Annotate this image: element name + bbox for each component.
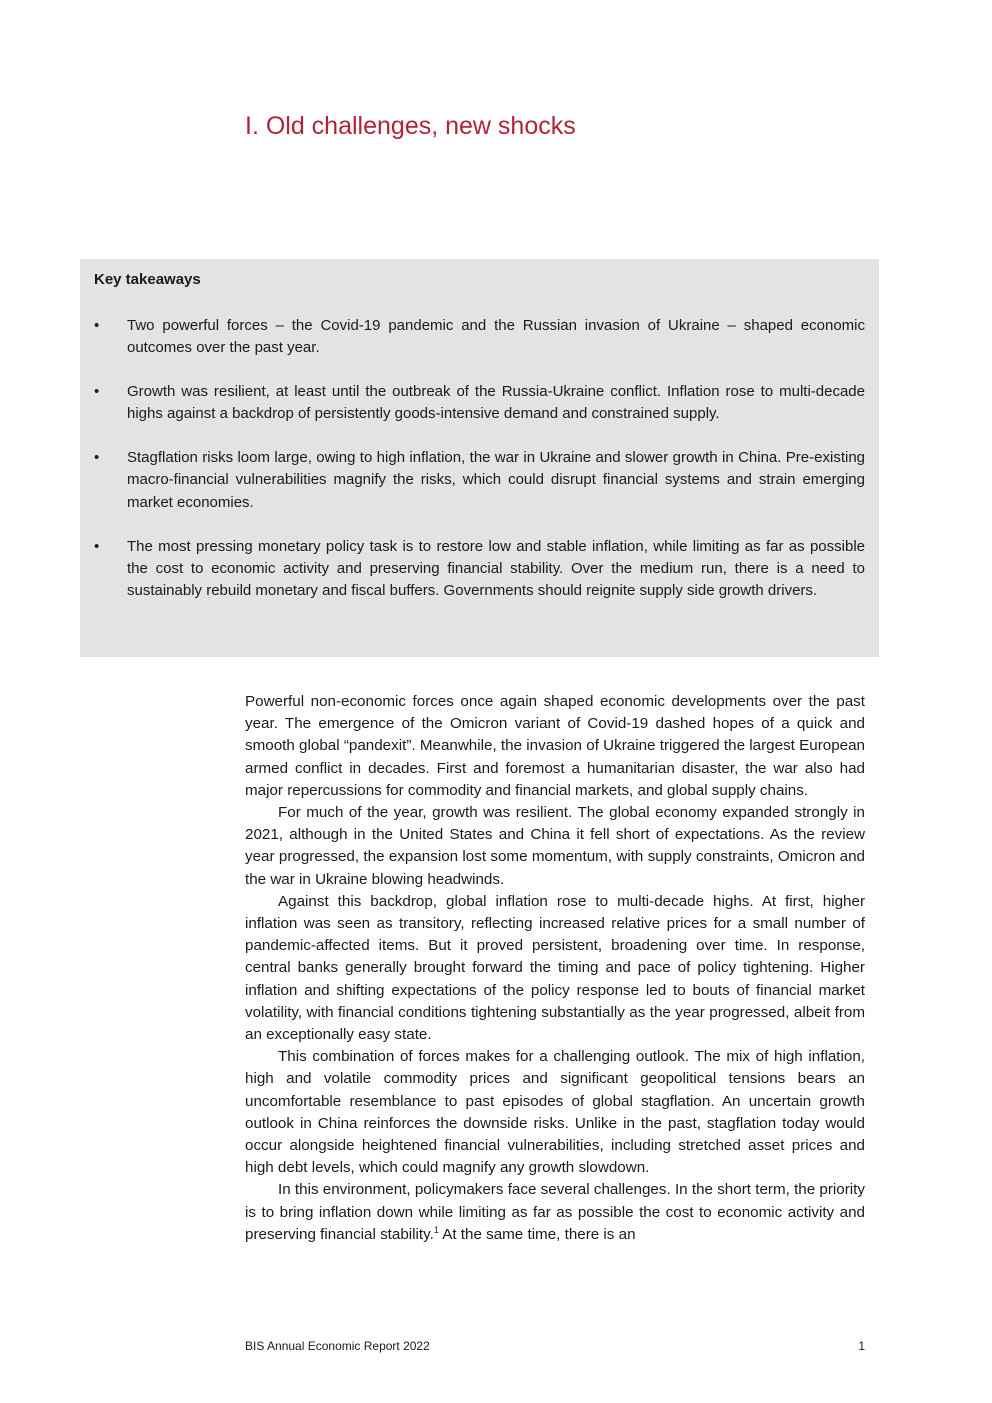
takeaway-text: Growth was resilient, at least until the outbreak of the Russia-Ukraine conflict. Inflation rose to multi-decade highs against a backdrop of persistently goods-intensive demand and constrained supply. (127, 383, 865, 423)
body-paragraph: This combination of forces makes for a challenging outlook. The mix of high inflation, high and volatile commodity prices and significant geopolitical tensions bears an uncomfortable resemblance to past episodes of global stagflation. An uncertain growth outlook in China reinforces the downside risks. Unlike in the past, stagflation today would occur alongside heightened financial vulnerabilities, including stretched asset prices and high debt levels, which could magnify any growth slowdown. (245, 1048, 865, 1177)
bullet-icon: • (94, 537, 100, 555)
page-number: 1 (858, 1339, 865, 1353)
takeaway-text: Two powerful forces – the Covid-19 pandemic and the Russian invasion of Ukraine – shaped economic outcomes over the past year. (127, 317, 865, 357)
paragraph-text: In this environment, policymakers face several challenges. In the short term, the priority is to bring inflation down while limiting as far as possible the cost to economic activity and preserving financial stability. (245, 1181, 865, 1243)
key-takeaways-list (94, 315, 865, 602)
bullet-icon: • (94, 383, 100, 401)
key-takeaways-heading: Key takeaways (94, 271, 201, 288)
takeaway-item (94, 536, 865, 603)
footnote-marker[interactable]: 1 (433, 1224, 439, 1235)
key-takeaways-box (80, 259, 879, 657)
takeaway-item (94, 381, 865, 426)
takeaway-text: The most pressing monetary policy task is to restore low and stable inflation, while limiting as far as possible the cost to economic activity and preserving financial stability. Over the medium run, there is a need to sustainably rebuild monetary and fiscal buffers. Governments should reignite supply side growth drivers. (127, 537, 865, 600)
body-paragraph: Powerful non-economic forces once again shaped economic developments over the past year. The emergence of the Omicron variant of Covid-19 dashed hopes of a quick and smooth global “pandexit”. Meanwhile, the invasion of Ukraine triggered the largest European armed conflict in decades. First and foremost a humanitarian disaster, the war also had major repercussions for commodity and financial markets, and global supply chains. (245, 693, 865, 799)
body-paragraph: Against this backdrop, global inflation rose to multi-decade highs. At first, higher inflation was seen as transitory, reflecting increased relative prices for a small number of pandemic-affected items. But it proved persistent, broadening over time. In response, central banks generally brought forward the timing and pace of policy tightening. Higher inflation and shifting expectations of the policy response led to bouts of financial market volatility, with financial conditions tightening substantially as the year progressed, albeit from an exceptionally easy state. (245, 892, 865, 1044)
takeaway-item (94, 447, 865, 514)
footer-publication: BIS Annual Economic Report 2022 (245, 1339, 430, 1353)
body-text (245, 691, 865, 1246)
bullet-icon: • (94, 317, 100, 334)
body-paragraph (245, 1179, 865, 1246)
takeaway-text: Stagflation risks loom large, owing to high inflation, the war in Ukraine and slower growth in China. Pre-existing macro-financial vulnerabilities magnify the risks, which could disrupt financial systems and strain emerging market economies. (127, 449, 865, 511)
chapter-title: I. Old challenges, new shocks (245, 112, 576, 140)
takeaway-item (94, 315, 865, 360)
bullet-icon: • (94, 449, 100, 467)
paragraph-text: At the same time, there is an (438, 1225, 636, 1243)
body-paragraph: For much of the year, growth was resilient. The global economy expanded strongly in 2021, although in the United States and China it fell short of expectations. As the review year progressed, the expansion lost some momentum, with supply constraints, Omicron and the war in Ukraine blowing headwinds. (245, 804, 865, 888)
